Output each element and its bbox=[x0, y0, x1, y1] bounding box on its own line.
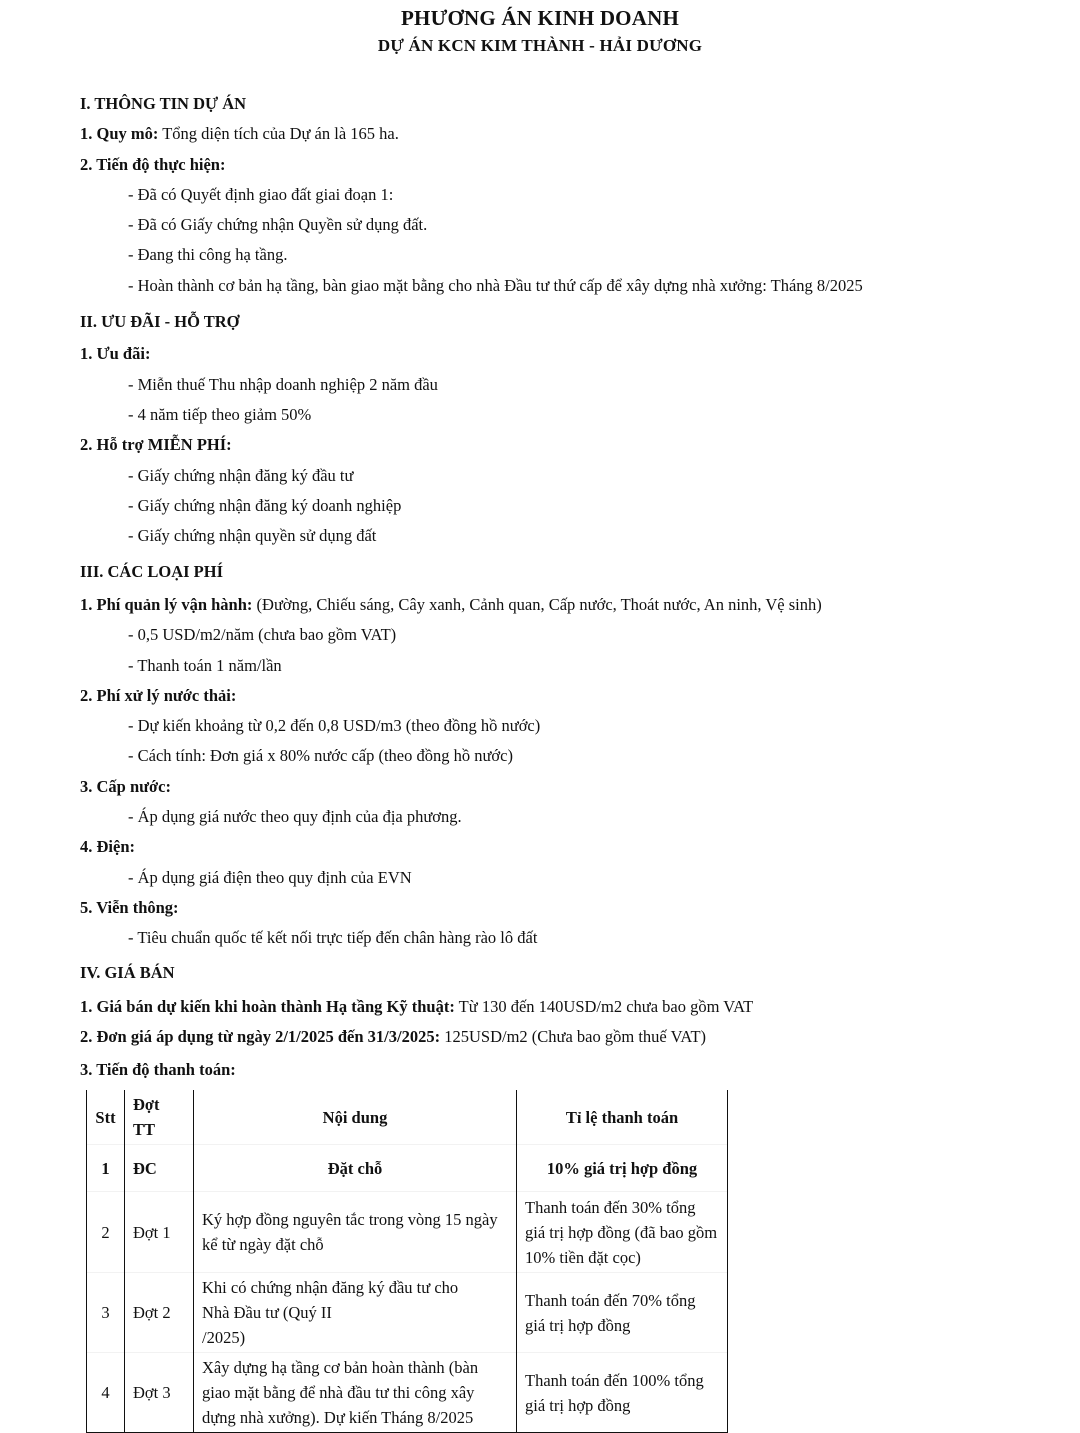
scale-label: 1. Quy mô: bbox=[80, 124, 159, 143]
cell-noi-dung: Đặt chỗ bbox=[194, 1145, 517, 1192]
incentive-label: 1. Ưu đãi: bbox=[80, 344, 151, 363]
cell-stt: 3 bbox=[87, 1273, 125, 1353]
price-2-label: 2. Đơn giá áp dụng từ ngày 2/1/2025 đến 31/3/2025: bbox=[80, 1027, 441, 1046]
power-label: 4. Điện: bbox=[80, 837, 135, 856]
cell-ti-le: Thanh toán đến 100% tổng giá trị hợp đồng bbox=[517, 1353, 728, 1433]
mgmt-fee-label: 1. Phí quản lý vận hành: bbox=[80, 595, 253, 614]
header-ti-le: Tỉ lệ thanh toán bbox=[517, 1090, 728, 1145]
cell-stt: 2 bbox=[87, 1192, 125, 1273]
incentive-item: - Miễn thuế Thu nhập doanh nghiệp 2 năm đầu bbox=[128, 375, 438, 394]
header-stt: Stt bbox=[87, 1090, 125, 1145]
scale-line bbox=[80, 123, 399, 145]
cell-noi-dung: Ký hợp đồng nguyên tắc trong vòng 15 ngày kể từ ngày đặt chỗ bbox=[194, 1192, 517, 1273]
telecom-label: 5. Viễn thông: bbox=[80, 898, 179, 917]
support-item: - Giấy chứng nhận quyền sử dụng đất bbox=[128, 526, 377, 545]
progress-item: - Đã có Giấy chứng nhận Quyền sử dụng đất. bbox=[128, 215, 428, 234]
section-4-heading: IV. GIÁ BÁN bbox=[80, 963, 175, 982]
cell-dot: ĐC bbox=[125, 1145, 194, 1192]
waste-fee-item: - Cách tính: Đơn giá x 80% nước cấp (theo đồng hồ nước) bbox=[128, 746, 513, 765]
table-row bbox=[87, 1273, 728, 1353]
cell-dot: Đợt 1 bbox=[125, 1192, 194, 1273]
table-row bbox=[87, 1353, 728, 1433]
progress-item: - Đã có Quyết định giao đất giai đoạn 1: bbox=[128, 185, 394, 204]
mgmt-fee-text: (Đường, Chiếu sáng, Cây xanh, Cảnh quan, Cấp nước, Thoát nước, An ninh, Vệ sinh) bbox=[252, 595, 822, 614]
water-label: 3. Cấp nước: bbox=[80, 777, 171, 796]
waste-fee-label: 2. Phí xử lý nước thải: bbox=[80, 686, 237, 705]
table-row bbox=[87, 1145, 728, 1192]
water-item: - Áp dụng giá nước theo quy định của địa phương. bbox=[128, 807, 462, 826]
cell-line: Nhà Đầu tư (Quý II bbox=[202, 1303, 332, 1322]
price-2-line bbox=[80, 1026, 706, 1048]
header-dot: Đợt TT bbox=[125, 1090, 194, 1145]
mgmt-fee-line bbox=[80, 594, 822, 616]
document-subtitle: DỰ ÁN KCN KIM THÀNH - HẢI DƯƠNG bbox=[377, 36, 703, 55]
cell-line: Khi có chứng nhận đăng ký đầu tư cho bbox=[202, 1278, 459, 1297]
payment-schedule-table bbox=[86, 1090, 728, 1433]
scale-text: Tổng diện tích của Dự án là 165 ha. bbox=[158, 124, 399, 143]
incentive-item: - 4 năm tiếp theo giảm 50% bbox=[128, 405, 312, 424]
cell-line: /2025) bbox=[202, 1328, 246, 1347]
payment-schedule-label: 3. Tiến độ thanh toán: bbox=[80, 1060, 236, 1079]
support-item: - Giấy chứng nhận đăng ký doanh nghiệp bbox=[128, 496, 402, 515]
section-3-heading: III. CÁC LOẠI PHÍ bbox=[80, 562, 224, 581]
progress-label: 2. Tiến độ thực hiện: bbox=[80, 155, 226, 174]
progress-item: - Hoàn thành cơ bản hạ tầng, bàn giao mặt bằng cho nhà Đầu tư thứ cấp để xây dựng nhà xưởng: Tháng 8/2025 bbox=[128, 276, 863, 295]
price-1-label: 1. Giá bán dự kiến khi hoàn thành Hạ tầng Kỹ thuật: bbox=[80, 997, 455, 1016]
price-2-text: 125USD/m2 (Chưa bao gồm thuế VAT) bbox=[440, 1027, 707, 1046]
cell-dot: Đợt 3 bbox=[125, 1353, 194, 1433]
price-1-text: Từ 130 đến 140USD/m2 chưa bao gồm VAT bbox=[454, 997, 754, 1016]
price-1-line bbox=[80, 996, 753, 1018]
cell-stt: 4 bbox=[87, 1353, 125, 1433]
cell-dot: Đợt 2 bbox=[125, 1273, 194, 1353]
cell-ti-le: Thanh toán đến 70% tổng giá trị hợp đồng bbox=[517, 1273, 728, 1353]
progress-item: - Đang thi công hạ tầng. bbox=[128, 245, 288, 264]
cell-noi-dung bbox=[194, 1273, 517, 1353]
cell-stt: 1 bbox=[87, 1145, 125, 1192]
section-1-heading: I. THÔNG TIN DỰ ÁN bbox=[80, 94, 247, 113]
document-title: PHƯƠNG ÁN KINH DOANH bbox=[401, 6, 679, 30]
support-item: - Giấy chứng nhận đăng ký đầu tư bbox=[128, 466, 354, 485]
telecom-item: - Tiêu chuẩn quốc tế kết nối trực tiếp đến chân hàng rào lô đất bbox=[128, 928, 538, 947]
mgmt-fee-item: - Thanh toán 1 năm/lần bbox=[128, 656, 282, 675]
waste-fee-item: - Dự kiến khoảng từ 0,2 đến 0,8 USD/m3 (theo đồng hồ nước) bbox=[128, 716, 541, 735]
mgmt-fee-item: - 0,5 USD/m2/năm (chưa bao gồm VAT) bbox=[128, 625, 397, 644]
cell-ti-le: 10% giá trị hợp đồng bbox=[517, 1145, 728, 1192]
header-noi-dung: Nội dung bbox=[194, 1090, 517, 1145]
table-header-row bbox=[87, 1090, 728, 1145]
cell-ti-le: Thanh toán đến 30% tổng giá trị hợp đồng (đã bao gồm 10% tiền đặt cọc) bbox=[517, 1192, 728, 1273]
cell-noi-dung: Xây dựng hạ tầng cơ bản hoàn thành (bàn giao mặt bằng để nhà đầu tư thi công xây dựng nhà xưởng). Dự kiến Tháng 8/2025 bbox=[194, 1353, 517, 1433]
section-2-heading: II. ƯU ĐÃI - HỖ TRỢ bbox=[80, 312, 240, 331]
table-row bbox=[87, 1192, 728, 1273]
power-item: - Áp dụng giá điện theo quy định của EVN bbox=[128, 868, 412, 887]
support-label: 2. Hỗ trợ MIỄN PHÍ: bbox=[80, 435, 232, 454]
